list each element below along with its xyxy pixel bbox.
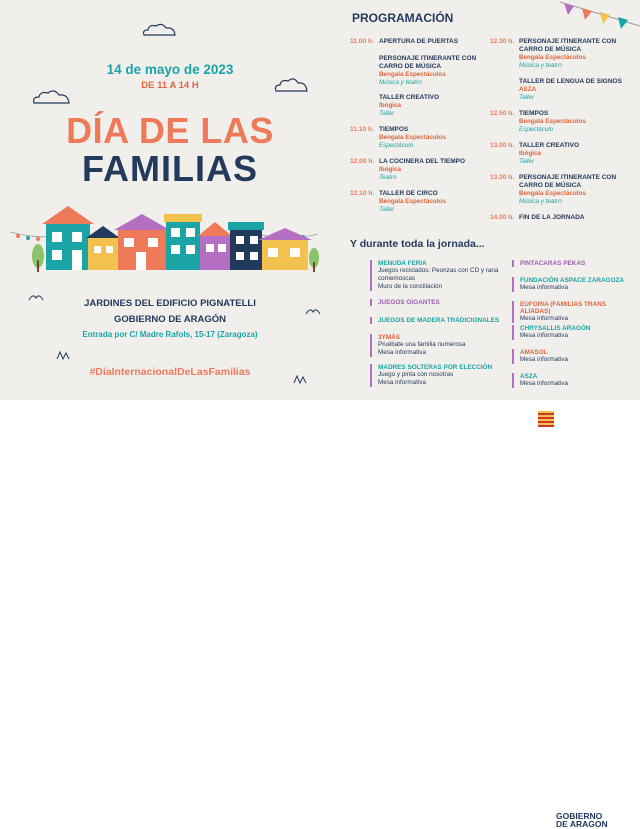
venue-line2: GOBIERNO DE ARAGÓN xyxy=(113,314,227,325)
cloud-icon xyxy=(140,22,180,38)
houses-illustration xyxy=(8,200,328,280)
activity-card: MADRES SOLTERAS POR ELECCIÓN Juego y pinta con nosotras Mesa informativa xyxy=(370,364,500,387)
footer xyxy=(0,400,640,829)
bunting-icon xyxy=(560,0,640,34)
activity-card: JUEGOS GIGANTES xyxy=(370,299,500,306)
event-hours: DE 11 A 14 H xyxy=(141,80,199,91)
jornada-title: Y durante toda la jornada... xyxy=(350,238,485,250)
activity-card: JUEGOS DE MADERA TRADICIONALES xyxy=(370,317,500,324)
activity-card: MENUDA FERIA Juegos reciclados: Peonzas con CD y rana comemoscas Muro de la conciliación xyxy=(370,260,500,291)
page-title-line2: FAMILIAS xyxy=(82,148,258,189)
event-date: 14 de mayo de 2023 xyxy=(106,62,234,77)
venue-address: Entrada por C/ Madre Rafols, 15-17 (Zaragoza) xyxy=(82,330,258,339)
aragon-flag-icon xyxy=(538,411,554,427)
page-title-line1: DÍA DE LAS xyxy=(66,110,274,151)
activity-card: CHRYSALLIS ARAGÓN Mesa informativa xyxy=(512,325,637,340)
activity-card: 3YMÁS Pruébate una familia numerosa Mesa informativa xyxy=(370,334,500,357)
activity-card: EUFORIA (FAMILIAS TRANS ALIADAS) Mesa informativa xyxy=(512,301,637,323)
activity-card: ASZA Mesa informativa xyxy=(512,373,637,388)
gobierno-aragon-logo: GOBIERNO DE ARAGON xyxy=(556,811,608,829)
venue-line1: JARDINES DEL EDIFICIO PIGNATELLI xyxy=(84,298,256,309)
event-poster: 14 de mayo de 2023 DE 11 A 14 H DÍA DE LAS FAMILIAS JARDINES DEL EDIFICIO PIGNATELLI GOBIERNO DE ARAGÓN Entrada por C/ Madre Rafols, 15-17 (Zaragoza) #DíaInternacionalDeLasFamilias PROGRAMACIÓN 11.00 h. APERTURA DE PUERTAS PERSONAJE ITINERANTE CON CARRO DE MÚSICA Bengala Espectáculos Música y teatro TALLER CREATIVO Ibógica Taller 11.10 h. TIEMPOS Bengala Espectáculos Espectáculo 12.00 h. LA COCINERA DEL TIEMPO Ibógica Teatro 12.10 h. TALLER DE CIRCO Bengala Espectáculos Taller 12.30 h. PERSONAJE ITINERANTE CON CARRO DE MÚSICA Bengala Espectáculos Música y teatro TALLER DE LENGUA DE SIGNOS ASZA Taller 12.50 h. TIEMPOS Bengala Espectáculos Espectáculo 13.00 h. TALLER CREATIVO Ibógica Taller 13.30 h. PERSONAJE ITINERANTE CON CARRO DE MÚSICA Bengala Espectáculos Música y teatro 14.00 h. FIN DE LA JORNADA Y durante toda la jornada... MENUDA FERIA Juegos reciclados: Peonzas con CD y rana comemoscas Muro de la conciliación JUEGOS GIGANTES JUEGOS DE MADERA TRADICIONALES 3YMÁS Pruébate una familia numerosa Mesa informativa MADRES SOLTERAS POR ELECCIÓN Juego y pinta con nosotras Mesa informativa PINTACARAS PEKAS FUNDACIÓN ASPACE ZARAGOZA Mesa informativa EUFORIA (FAMILIAS TRANS ALIADAS) Mesa informativa CHRYSALLIS ARAGÓN Mesa informativa AMASOL Mesa informativa ASZA Mesa informativa xyxy=(0,0,640,400)
activity-card: AMASOL Mesa informativa xyxy=(512,349,637,364)
grass-icon xyxy=(55,350,71,360)
programacion-title: PROGRAMACIÓN xyxy=(352,11,454,25)
activity-card: PINTACARAS PEKAS xyxy=(512,260,637,267)
activity-card: FUNDACIÓN ASPACE ZARAGOZA Mesa informativa xyxy=(512,277,637,292)
hashtag: #DíaInternacionalDeLasFamilias xyxy=(89,366,251,378)
